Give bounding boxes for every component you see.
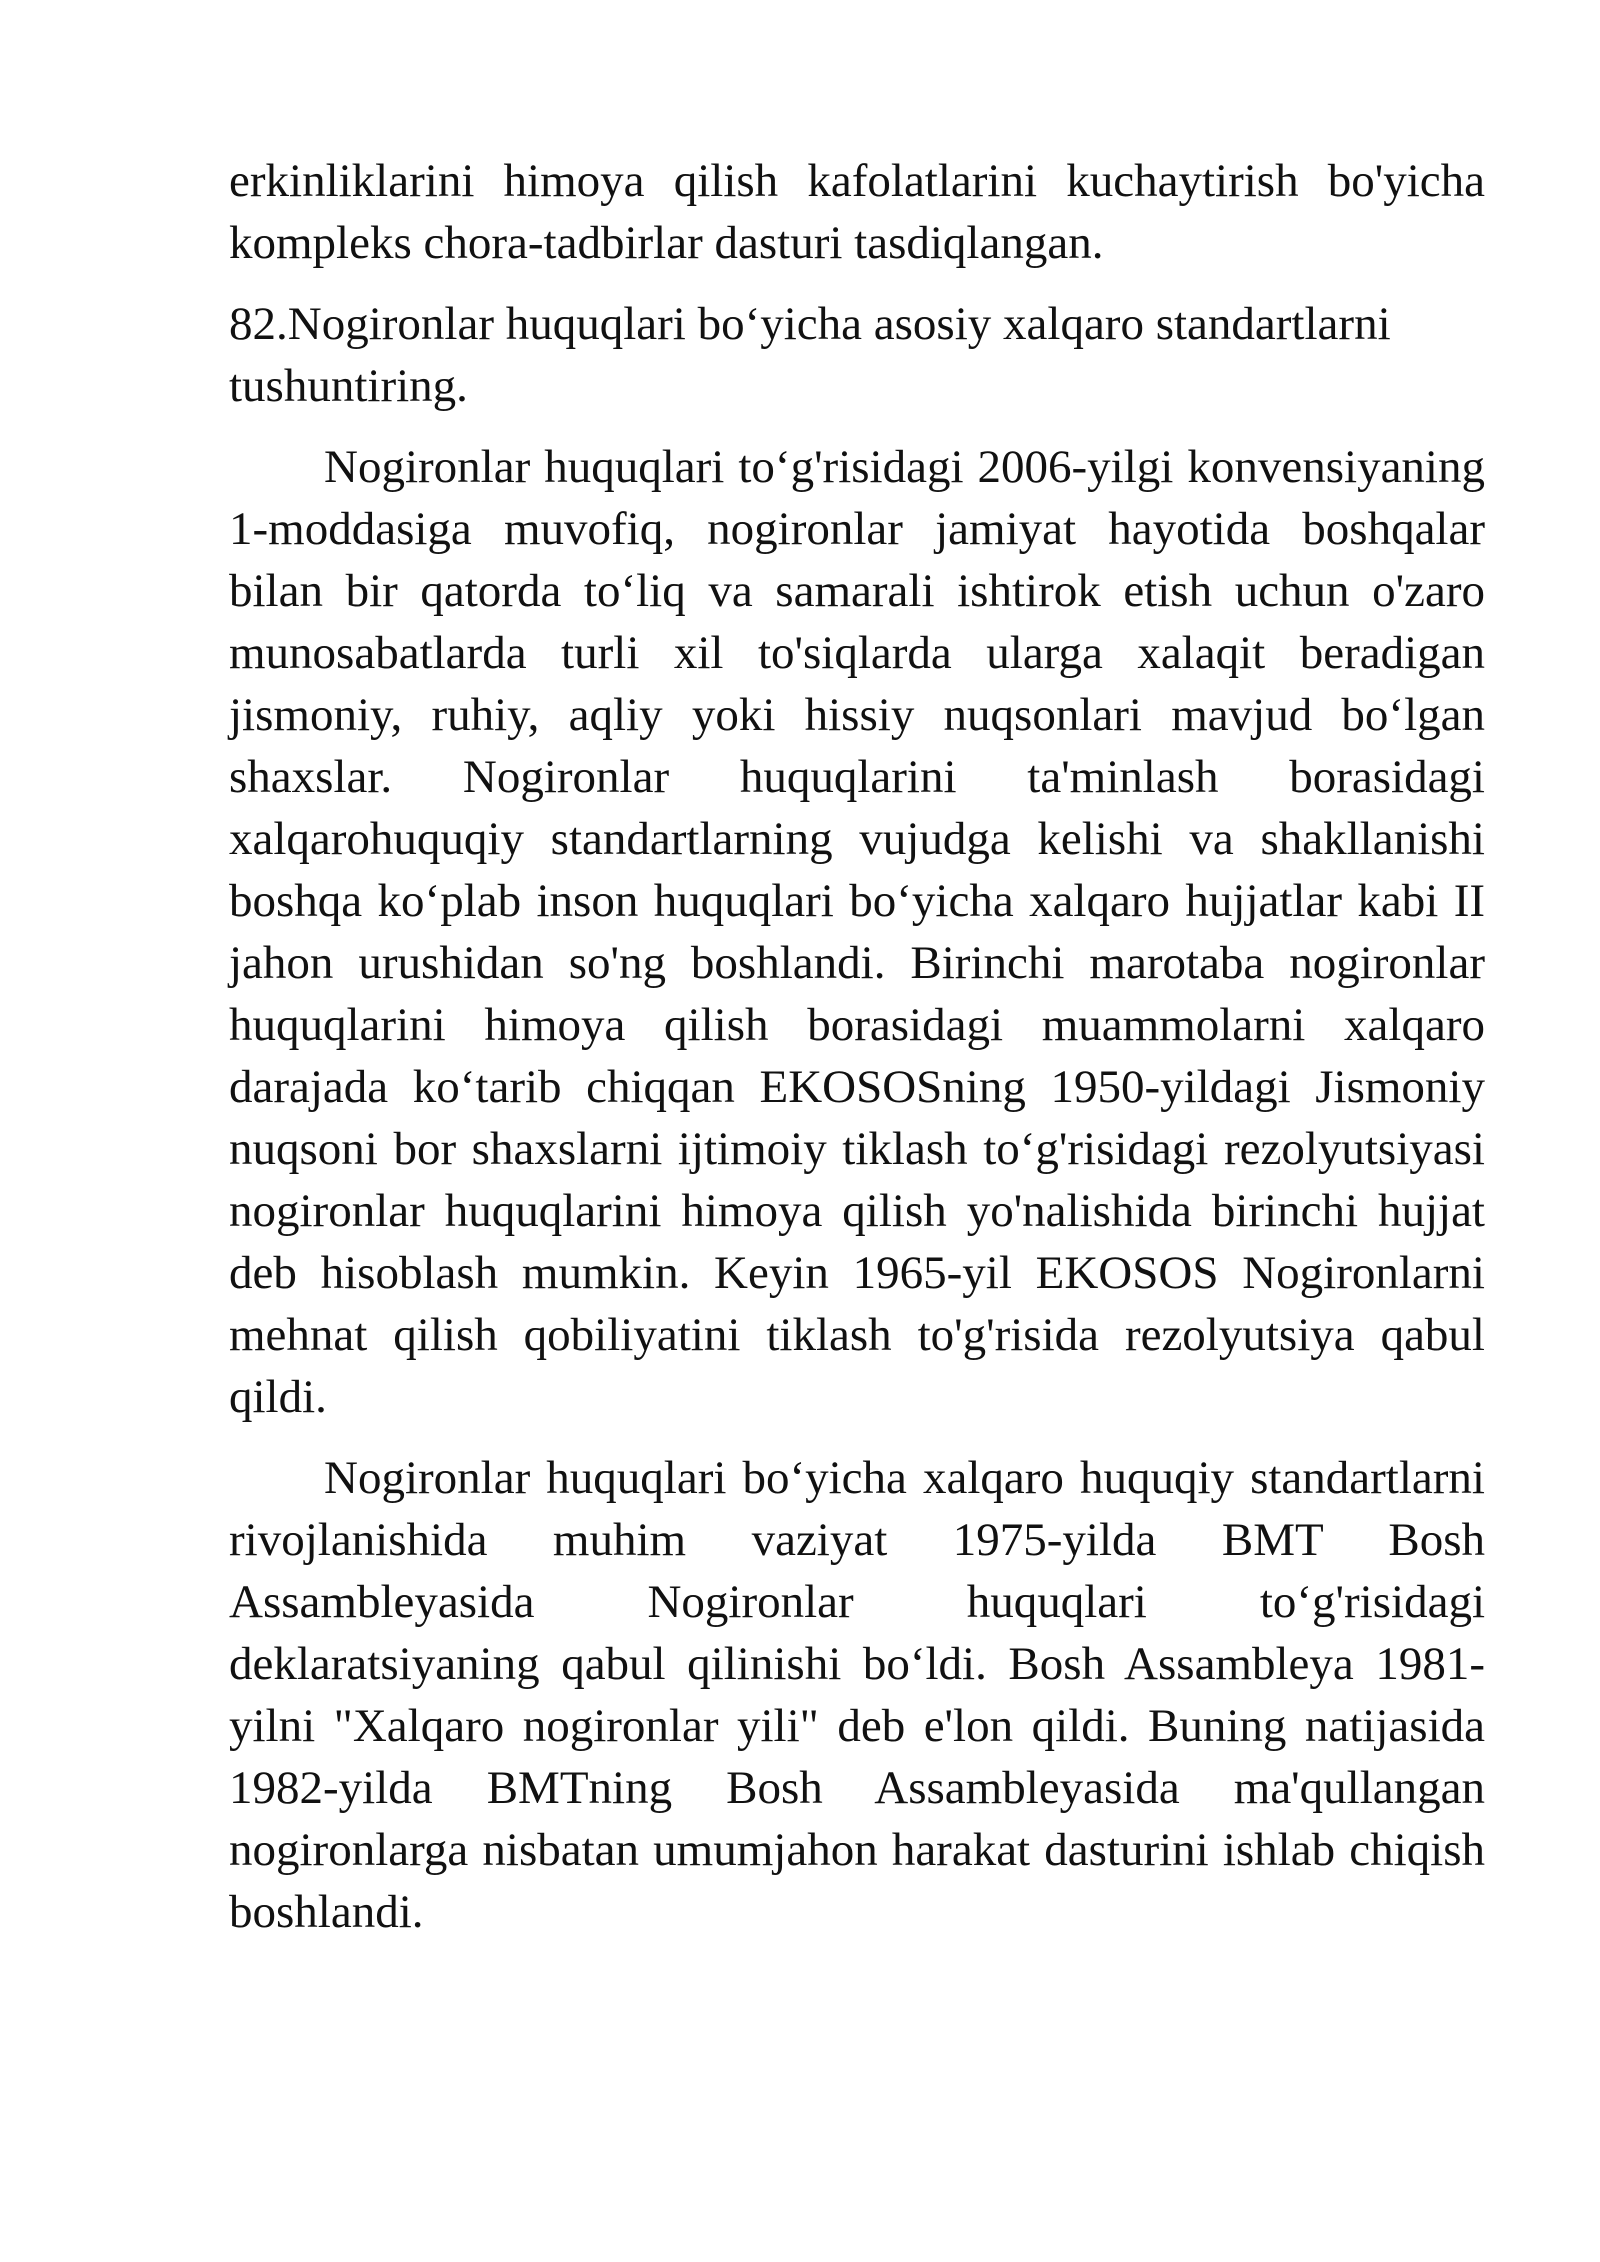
page-content xyxy=(229,150,1485,1962)
body-paragraph-1: Nogironlar huquqlari to‘g'risidagi 2006-yilgi konvensiyaning 1-moddasiga muvofiq, nogironlar jamiyat hayotida boshqalar bilan bir qatorda to‘liq va samarali ishtirok etish uchun o'zaro munosabatlarda turli xil to'siqlarda ularga xalaqit beradigan jismoniy, ruhiy, aqliy yoki hissiy nuqsonlari mavjud bo‘lgan shaxslar. Nogironlar huquqlarini ta'minlash borasidagi xalqarohuquqiy standartlarning vujudga kelishi va shakllanishi boshqa ko‘plab inson huquqlari bo‘yicha xalqaro hujjatlar kabi II jahon urushidan so'ng boshlandi. Birinchi marotaba nogironlar huquqlarini himoya qilish borasidagi muammolarni xalqaro darajada ko‘tarib chiqqan EKOSOSning 1950-yildagi Jismoniy nuqsoni bor shaxslarni ijtimoiy tiklash to‘g'risidagi rezolyutsiyasi nogironlar huquqlarini himoya qilish yo'nalishida birinchi hujjat deb hisoblash mumkin. Keyin 1965-yil EKOSOS Nogironlarni mehnat qilish qobiliyatini tiklash to'g'risida rezolyutsiya qabul qildi. xyxy=(229,441,1485,1423)
question-heading: 82.Nogironlar huquqlari bo‘yicha asosiy xalqaro standartlarni tushuntiring. xyxy=(229,298,1391,412)
continuation-paragraph: erkinliklarini himoya qilish kafolatlarini kuchaytirish bo'yicha kompleks chora-tadbirlar dasturi tasdiqlangan. xyxy=(229,155,1485,269)
body-paragraph-2: Nogironlar huquqlari bo‘yicha xalqaro huquqiy standartlarni rivojlanishida muhim vaziyat 1975-yilda BMT Bosh Assambleyasida Nogironlar huquqlari to‘g'risidagi deklaratsiyaning qabul qilinishi bo‘ldi. Bosh Assambleya 1981-yilni "Xalqaro nogironlar yili" deb e'lon qildi. Buning natijasida 1982-yilda BMTning Bosh Assambleyasida ma'qullangan nogironlarga nisbatan umumjahon harakat dasturini ishlab chiqish boshlandi. xyxy=(229,1452,1485,1938)
